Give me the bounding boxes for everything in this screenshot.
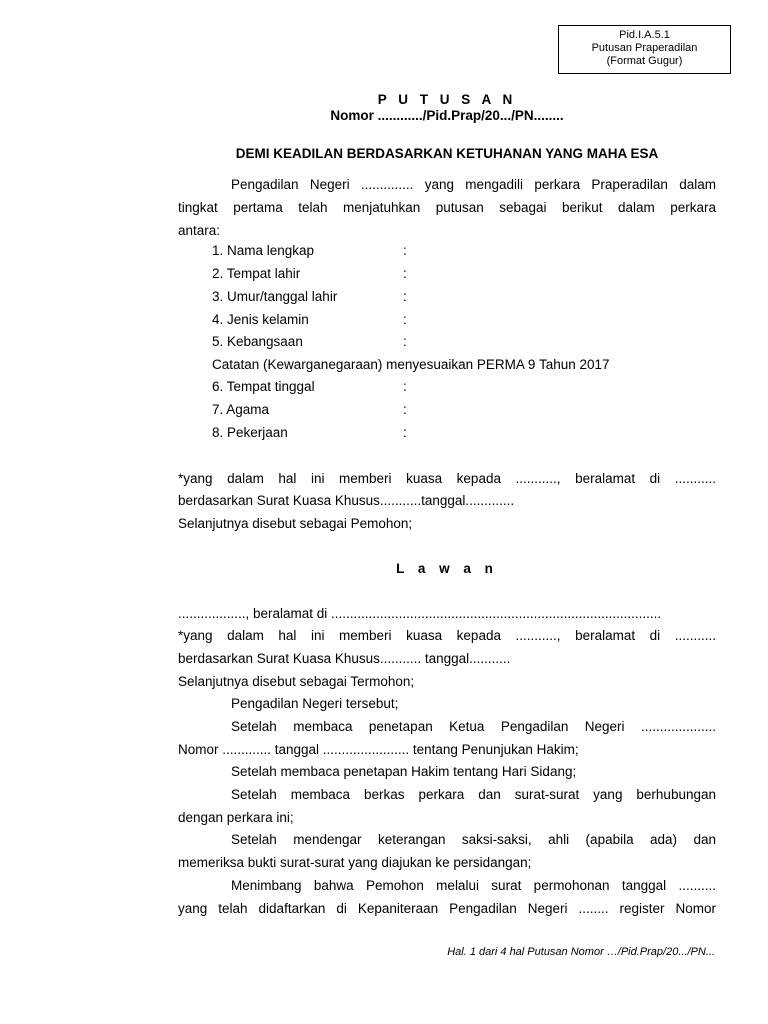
field-label: 7. Agama bbox=[212, 402, 270, 417]
body-line-1: Pengadilan Negeri tersebut; bbox=[231, 696, 399, 711]
body-line-10: yang telah didaftarkan di Kepaniteraan Pengadilan Negeri ........ register Nomor bbox=[178, 901, 716, 916]
field-colon: : bbox=[403, 379, 407, 394]
field-colon: : bbox=[403, 289, 407, 304]
pemohon-line-1: *yang dalam hal ini memberi kuasa kepada ..........., beralamat di ........... bbox=[178, 471, 716, 486]
field-label: 6. Tempat tinggal bbox=[212, 379, 315, 394]
termohon-line-1: .................., beralamat di ........................................................................................ bbox=[178, 606, 662, 621]
pemohon-line-3: Selanjutnya disebut sebagai Pemohon; bbox=[178, 516, 413, 531]
field-label: 1. Nama lengkap bbox=[212, 243, 315, 258]
pemohon-line-2: berdasarkan Surat Kuasa Khusus...........tanggal............. bbox=[178, 493, 515, 508]
body-line-6: dengan perkara ini; bbox=[178, 810, 294, 825]
body-line-8: memeriksa bukti surat-surat yang diajukan ke persidangan; bbox=[178, 855, 532, 870]
intro-line-3: antara: bbox=[178, 223, 221, 238]
lawan-heading: L a w a n bbox=[396, 561, 498, 576]
field-colon: : bbox=[403, 402, 407, 417]
field-colon: : bbox=[403, 243, 407, 258]
termohon-line-4: Selanjutnya disebut sebagai Termohon; bbox=[178, 674, 415, 689]
termohon-line-2: *yang dalam hal ini memberi kuasa kepada ..........., beralamat di ........... bbox=[178, 628, 716, 643]
document-heading: DEMI KEADILAN BERDASARKAN KETUHANAN YANG MAHA ESA bbox=[235, 146, 659, 161]
field-colon: : bbox=[403, 425, 407, 440]
field-colon: : bbox=[403, 334, 407, 349]
intro-line-2: tingkat pertama telah menjatuhkan putusan sebagai berikut dalam perkara bbox=[178, 200, 716, 215]
intro-line-1: Pengadilan Negeri .............. yang mengadili perkara Praperadilan dalam bbox=[231, 177, 716, 192]
form-code: Pid.I.A.5.1 bbox=[619, 29, 670, 41]
form-code-box bbox=[558, 25, 731, 74]
form-type: Putusan Praperadilan bbox=[591, 42, 698, 54]
form-variant: (Format Gugur) bbox=[606, 55, 683, 67]
field-label: 4. Jenis kelamin bbox=[212, 312, 309, 327]
field-label: 8. Pekerjaan bbox=[212, 425, 288, 440]
document-number: Nomor ............/Pid.Prap/20.../PN........ bbox=[330, 108, 564, 123]
citizenship-note: Catatan (Kewarganegaraan) menyesuaikan PERMA 9 Tahun 2017 bbox=[212, 357, 610, 372]
body-line-2: Setelah membaca penetapan Ketua Pengadilan Negeri .................... bbox=[231, 719, 716, 734]
field-label: 2. Tempat lahir bbox=[212, 266, 301, 281]
document-title: P U T U S A N bbox=[377, 92, 517, 107]
field-label: 5. Kebangsaan bbox=[212, 334, 303, 349]
body-line-9: Menimbang bahwa Pemohon melalui surat permohonan tanggal .......... bbox=[231, 878, 716, 893]
body-line-3: Nomor ............. tanggal ....................... tentang Penunjukan Hakim; bbox=[178, 742, 579, 757]
field-colon: : bbox=[403, 266, 407, 281]
body-line-5: Setelah membaca berkas perkara dan surat-surat yang berhubungan bbox=[231, 787, 716, 802]
field-label: 3. Umur/tanggal lahir bbox=[212, 289, 338, 304]
body-line-7: Setelah mendengar keterangan saksi-saksi, ahli (apabila ada) dan bbox=[231, 832, 716, 847]
body-line-4: Setelah membaca penetapan Hakim tentang Hari Sidang; bbox=[231, 764, 577, 779]
termohon-line-3: berdasarkan Surat Kuasa Khusus........... tanggal........... bbox=[178, 651, 511, 666]
field-colon: : bbox=[403, 312, 407, 327]
page-footer: Hal. 1 dari 4 hal Putusan Nomor …/Pid.Prap/20.../PN... bbox=[447, 946, 715, 958]
